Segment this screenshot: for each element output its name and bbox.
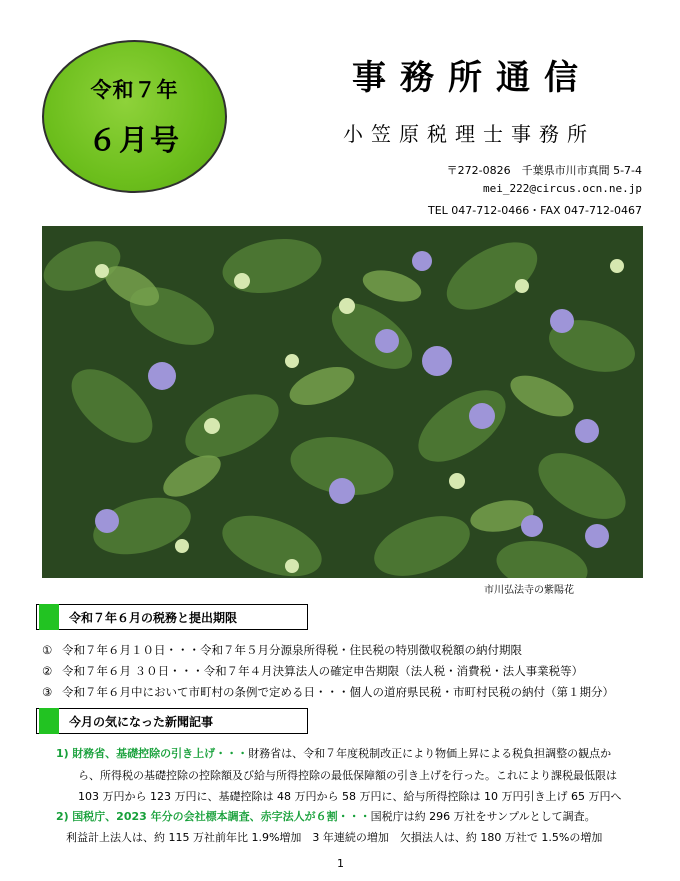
item-text: 令和７年６月中において市町村の条例で定める日・・・個人の道府県民税・市町村民税の納付（第１期分） [62,685,614,699]
issue-badge [42,40,227,193]
newsletter-title: 事務所通信 [352,58,592,98]
news-headline: 国税庁、2023 年分の会社標本調査、赤字法人が６割・・・ [72,810,371,823]
news-text: 国税庁は約 296 万社をサンプルとして調査。 [370,810,596,823]
deadline-item [42,663,583,679]
item-text: 令和７年６月１０日・・・令和７年５月分源泉所得税・住民税の特別徴収税額の納付期限 [62,643,522,657]
deadline-item [42,642,522,658]
green-square-icon [39,708,59,734]
news-text: 利益計上法人は、約 115 万社前年比 1.9%増加 3 年連続の増加 欠損法人は、約 180 万社で 1.5%の増加 [66,831,603,844]
badge-month: ６月号 [87,123,181,157]
hydrangea-photo [42,226,643,578]
news-number: 1) [56,747,69,760]
news-text: 103 万円から 123 万円に、基礎控除は 48 万円から 58 万円に、給与所得控除は 10 万円引き上げ 65 万円へ [78,790,622,803]
news-item-2 [56,808,596,824]
news-headline: 財務省、基礎控除の引き上げ・・・ [72,747,249,760]
badge-era: 令和７年 [90,78,179,102]
item-text: 令和７年６月 ３０日・・・令和７年４月決算法人の確定申告期限（法人税・消費税・法人事業税等） [62,664,584,678]
item-number: ① [42,643,53,657]
section-news-heading [36,708,308,734]
section-title: 令和７年６月の税務と提出期限 [69,610,238,625]
page-number: 1 [337,857,344,870]
news-item-1 [56,745,611,761]
item-number: ③ [42,685,53,699]
office-address: 〒272-0826 千葉県市川市真間 5-7-4 [446,164,642,177]
office-name: 小笠原税理士事務所 [343,122,595,146]
photo-caption: 市川弘法寺の紫陽花 [484,585,574,596]
office-email: mei_222@circus.ocn.ne.jp [483,182,642,195]
news-number: 2) [56,810,69,823]
deadline-item [42,684,614,700]
section-title: 今月の気になった新聞記事 [69,714,214,729]
news-text: 財務省は、令和７年度税制改正により物価上昇による税負担調整の観点か [248,747,612,760]
item-number: ② [42,664,53,678]
office-phone-fax: TEL 047-712-0466・FAX 047-712-0467 [427,204,642,217]
news-text: ら、所得税の基礎控除の控除額及び給与所得控除の最低保障額の引き上げを行った。これにより課税最低限は [78,769,617,782]
section-tax-deadlines-heading [36,604,308,630]
green-square-icon [39,604,59,630]
